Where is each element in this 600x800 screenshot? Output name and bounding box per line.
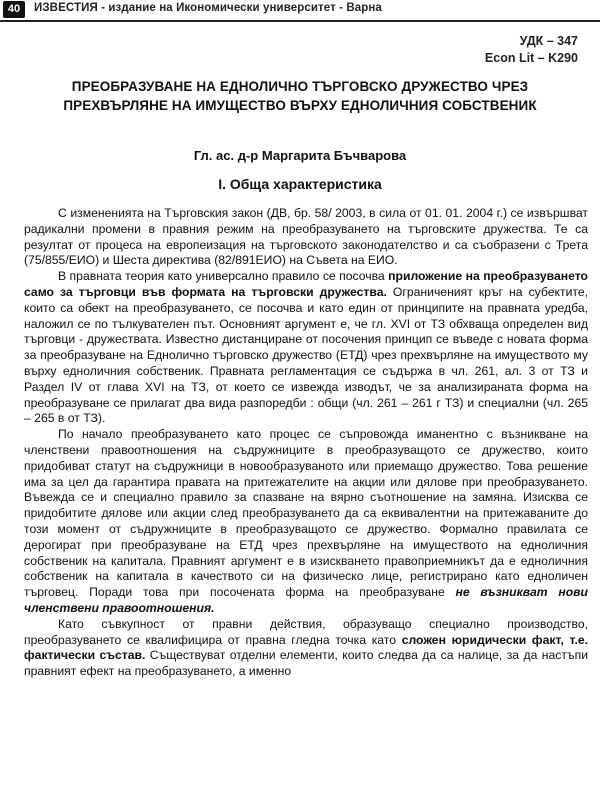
- article-body: [24, 206, 588, 680]
- classification-codes: [485, 33, 578, 67]
- article-title: ПРЕОБРАЗУВАНЕ НА ЕДНОЛИЧНО ТЪРГОВСКО ДРУЖЕСТВО ЧРЕЗ ПРЕХВЪРЛЯНЕ НА ИМУЩЕСТВО ВЪРХУ ЕДНОЛИЧНИЯ СОБСТВЕНИК: [63, 79, 537, 113]
- section-heading: I. Обща характеристика: [218, 176, 382, 192]
- paragraph-1: С измененията на Търговския закон (ДВ, бр. 58/ 2003, в сила от 01. 01. 2004 г.) се извършват радикални промени в правния режим на преобразуването на търговските дружества. Те са резултат от процеса на европеизация на търговското законодателство и са съобразени с Трета (75/855/ЕИО) и Шеста директива (82/891ЕИО) на Съвета на ЕИО.: [24, 206, 588, 268]
- paragraph-4-text-a: Като съвкупност от правни действия, образуващо специално производство, преобразуването се квалифицира от правна гледна точка като: [24, 616, 588, 647]
- paragraph-2-text-b: Ограниченият кръг на субектите, които са обект на преобразуването, се посочва и като един от принципите на правната уредба, наложил се по тълкувателен път. Основният аргумент е, че гл. XVI от ТЗ обхваща определен вид търговци - дружествата. Известно дистанциране от посочения принцип се въведе с новата форма за преобразуване на Еднолично търговско дружество (ЕТД) чрез прехвърляне на имуществото му върху едноличния собственик. Правната регламентация се съдържа в чл. 261, ал. 3 от ТЗ и Раздел IV от глава XVI на ТЗ, от което се извежда изводът, че за анализираната форма на преобразуване се прилагат два вида разпоредби : общи (чл. 261 – 261 г ТЗ) и специални (чл. 265 – 265 в от ТЗ).: [24, 284, 588, 426]
- paragraph-4: [24, 617, 588, 680]
- paragraph-3: [24, 427, 588, 617]
- paragraph-2-text-a: В правната теория като универсално правило се посочва: [58, 269, 389, 284]
- paragraph-2: [24, 269, 588, 427]
- running-head-text: ИЗВЕСТИЯ - издание на Икономически университет - Варна: [34, 2, 382, 14]
- paragraph-3-emphasis: не възникват нови членствени правоотношения.: [24, 585, 588, 615]
- paragraph-2-emphasis: приложение на преобразуването само за търговци във формата на търговски дружества.: [24, 269, 588, 299]
- running-header: [0, 0, 600, 22]
- author-line: Гл. ас. д-р Маргарита Бъчварова: [193, 148, 407, 163]
- paragraph-4-text-b: Съществуват отделни елементи, които следва да са налице, за да настъпи правният ефект на преобразуването, а именно: [24, 648, 589, 679]
- paragraph-3-text: По начало преобразуването като процес се съпровожда иманентно с възникване на членствени правоотношения на съдружниците в преобразуващото се дружество, които придобиват статут на съдружници в новообразуваното или приемащо дружество. Това решение има за цел да гарантира правата на притежателите на акции или дялове при преобразуването. Въвежда се и специално правило за спазване на вярно съотношение на замяна. Изисква се придобитите дялове или акции след преобразуването да са еквивалентни на притежаваните до този момент от съдружниците в преобразуващото се дружество. Формално правилата се дерогират при преобразуване на ЕТД чрез прехвърляне на имуществото на едноличния собственик на капитала. Правният аргумент е в изискването правоприемникът да е едноличния собственик на капитала в качеството си на физическо лице, регистрирано като едноличен търговец. Поради това при посочената форма на преобразуване: [24, 427, 588, 600]
- paragraph-4-emphasis: сложен юридически факт, т.е. фактически състав.: [24, 632, 588, 663]
- udc-code: УДК – 347: [519, 34, 578, 48]
- econlit-code: Econ Lit – K290: [484, 51, 578, 65]
- page-number: 40: [3, 1, 25, 18]
